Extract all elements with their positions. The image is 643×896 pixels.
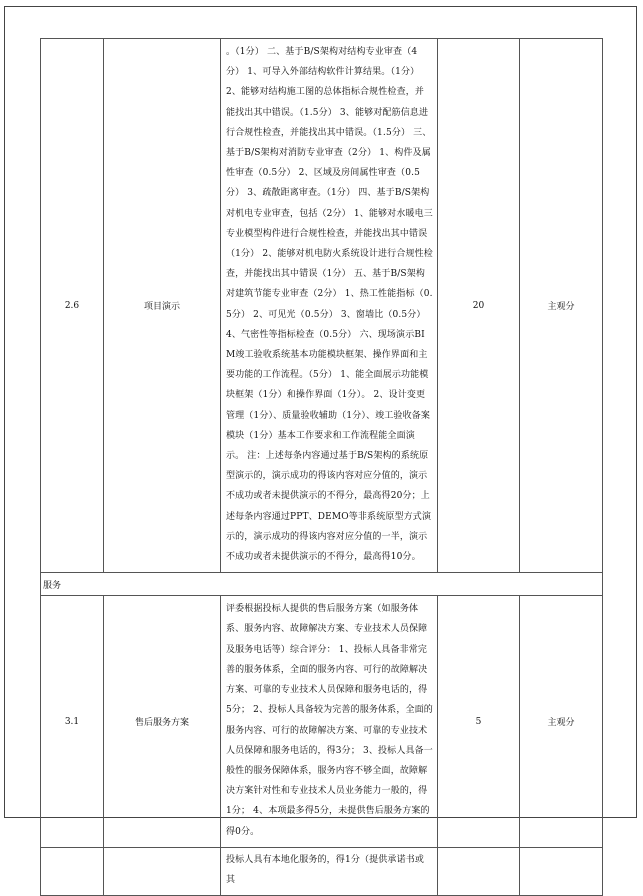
item-score: 5 [438,596,520,847]
item-description: 。（1分） 二、基于B/S架构对结构专业审查（4分） 1、可导入外部结构软件计算结果。（1分） 2、能够对结构施工图的总体指标合规性检查，并能找出其中错误。（1.5分） 3、能够对配筋信息进行合规性检查，并能找出其中错误。（1.5分） 三、基于B/S架构对消防专业审查（2分） 1、构件及属性审查（0.5分） 2、区域及房间属性审查（0.5分） 3、疏散距离审查。（1分） 四、基于B/S架构对机电专业审查，包括（2分） 1、能够对水暖电三专业模型构件进行合规性检查，并能找出其中错误（1分） 2、能够对机电防火系统设计进行合规性检查，并能找出其中错误（1分） 五、基于B/S架构对建筑节能专业审查（2分） 1、热工性能指标（0.5分） 2、可见光（0.5分） 3、窗墙比（0.5分） 4、气密性等指标检查（0.5分） 六、现场演示BIM竣工验收系统基本功能模块框架、操作界面和主要功能的工作流程。（5分） 1、能全面展示功能模块框架（1分）和操作界面（1分）。 2、设计变更管理（1分）、质量验收辅助（1分）、竣工验收备案模块（1分）基本工作要求和工作流程能全面演示。 注：上述每条内容通过基于B/S架构的系统原型演示的，演示成功的得该内容对应分值的，演示不成功或者未提供演示的不得分，最高得20分；上述每条内容通过PPT、DEMO等非系统原型方式演示的，演示成功的得该内容对应分值的一半，演示不成功或者未提供演示的不得分，最高得10分。 [226,47,433,563]
item-number [41,847,104,895]
item-name [104,847,221,895]
item-score: 20 [438,39,520,573]
table-row [41,847,603,895]
table-row [41,596,603,847]
item-number: 2.6 [41,39,104,573]
section-title: 服务 [41,573,603,596]
item-description-cell [221,39,438,573]
item-name: 项目演示 [104,39,221,573]
item-name: 售后服务方案 [104,596,221,847]
section-row [41,573,603,596]
item-score-type: 主观分 [520,596,603,847]
scoring-table [40,38,603,896]
item-score-type: 主观分 [520,39,603,573]
item-number: 3.1 [41,596,104,847]
item-score [438,847,520,895]
table-row [41,39,603,573]
item-description-cell [221,596,438,847]
item-score-type [520,847,603,895]
item-description-cell [221,847,438,895]
item-description: 投标人具有本地化服务的，得1分（提供承诺书或其 [226,854,425,885]
item-description: 评委根据投标人提供的售后服务方案（如服务体系、服务内容、故障解决方案、专业技术人员保障及服务电话等）综合评分： 1、投标人具备非常完善的服务体系，全面的服务内容、可行的故障解决方案、可靠的专业技术人员保障和服务电话的，得5分； 2、投标人具备较为完善的服务体系，全面的服务内容、可行的故障解决方案、可靠的专业技术人员保障和服务电话的，得3分； 3、投标人具备一般性的服务保障体系，服务内容不够全面，故障解决方案针对性和专业技术人员业务能力一般的，得1分； 4、本项最多得5分，未提供售后服务方案的得0分。 [226,604,433,837]
